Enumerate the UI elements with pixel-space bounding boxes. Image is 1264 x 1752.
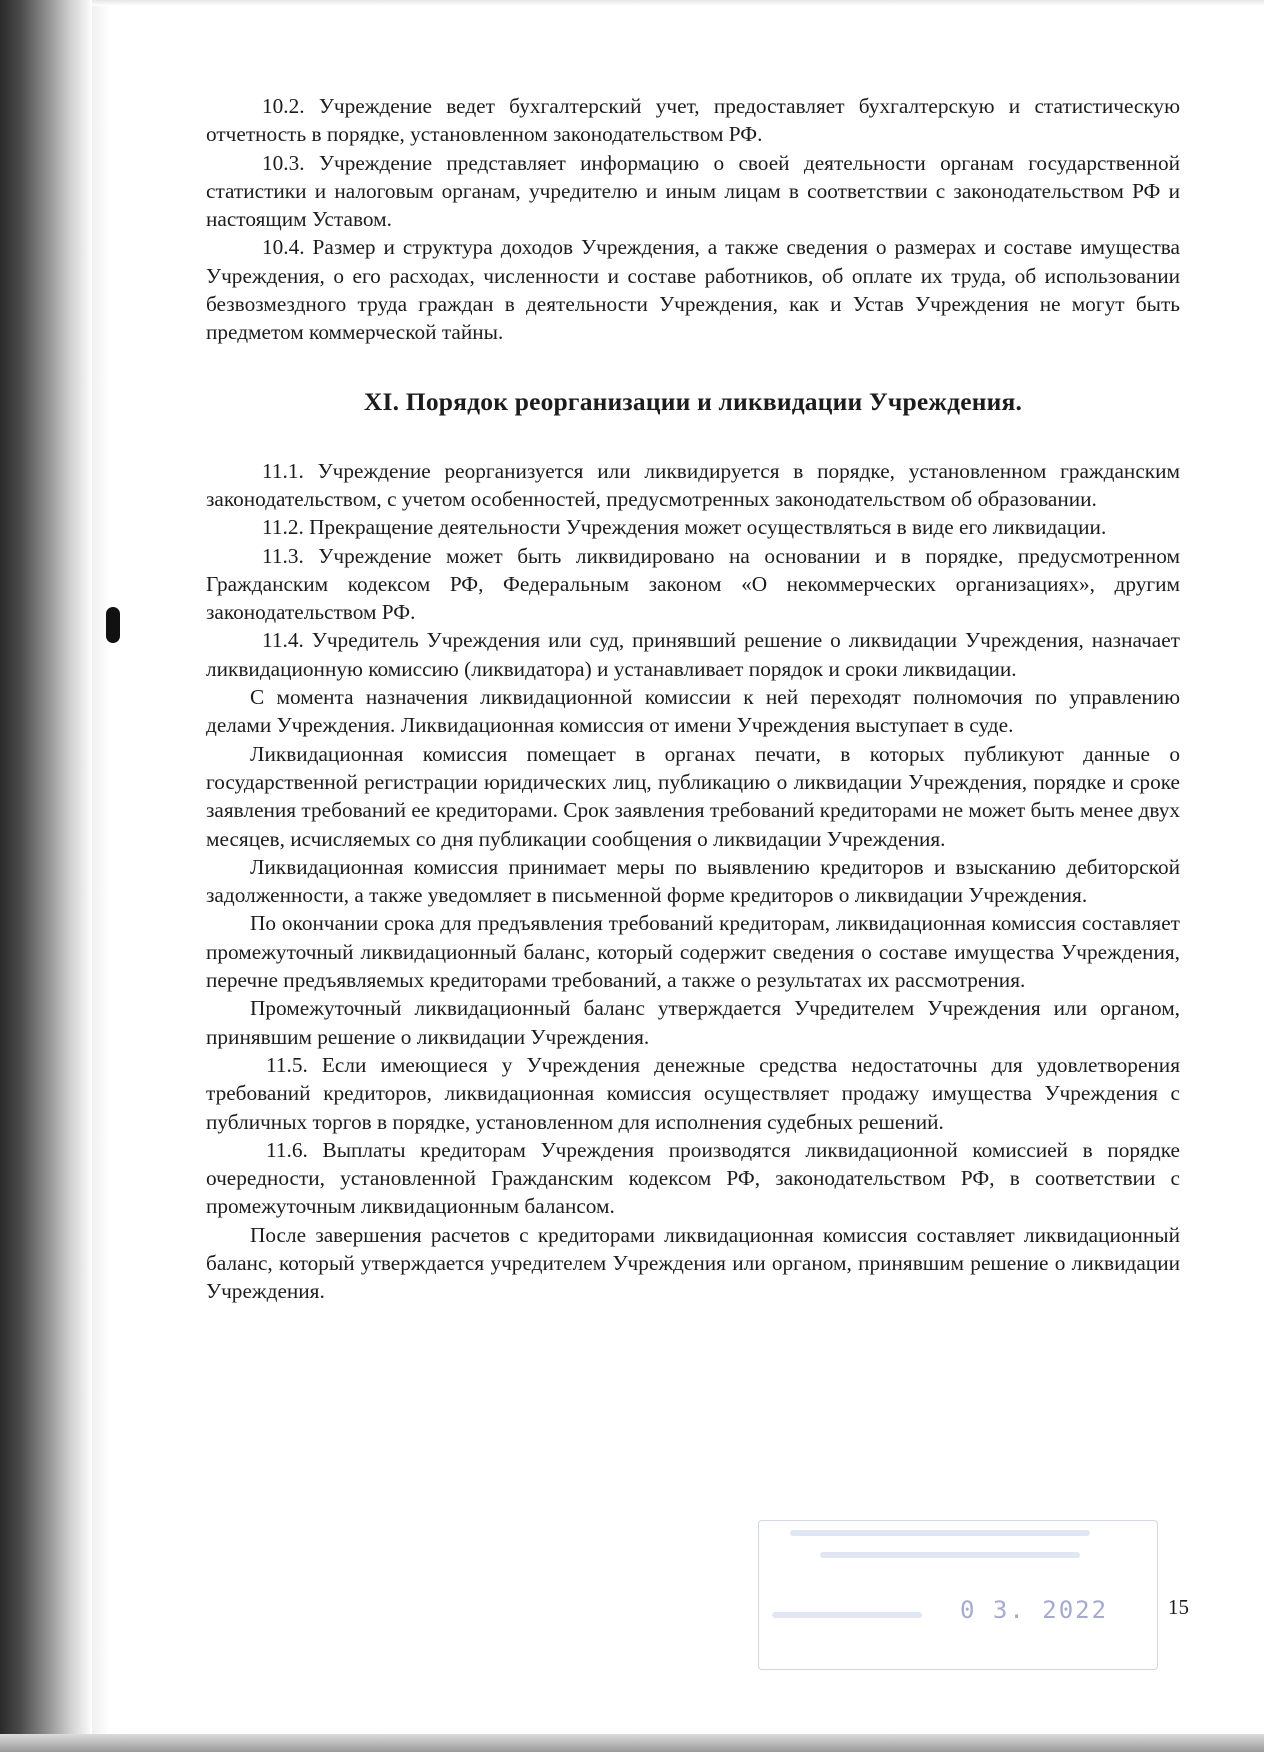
stamp-date: 0 3. 2022 — [960, 1596, 1109, 1624]
stamp-text-line — [790, 1530, 1090, 1536]
punch-hole — [106, 607, 120, 643]
scan-bottom-edge — [0, 1734, 1264, 1752]
registration-stamp — [758, 1520, 1158, 1670]
paragraph-11-5: 11.5. Если имеющиеся у Учреждения денежные средства недостаточны для удовлетворения требований кредиторов, ликвидационная комиссия осуществляет продажу имущества Учреждения с публичных торгов в порядке, установленном для исполнения судебных решений. — [206, 1052, 1180, 1134]
section-heading: XI. Порядок реорганизации и ликвидации Учреждения. — [363, 386, 1023, 416]
paragraph-11-1: 11.1. Учреждение реорганизуется или ликвидируется в порядке, установленном гражданским законодательством, с учетом особенностей, предусмотренных законодательством об образовании. — [206, 458, 1180, 511]
scan-binding-edge — [0, 0, 92, 1752]
paragraph-interim-approval: Промежуточный ликвидационный баланс утверждается Учредителем Учреждения или органом, принявшим решение о ликвидации Учреждения. — [206, 996, 1180, 1049]
paragraph-11-6: 11.6. Выплаты кредиторам Учреждения производятся ликвидационной комиссией в порядке очередности, установленной Гражданским кодексом РФ, законодательством РФ, в соответствии с промежуточным ликвидационным балансом. — [206, 1137, 1180, 1219]
paragraph-10-4: 10.4. Размер и структура доходов Учреждения, а также сведения о размерах и составе имущества Учреждения, о его расходах, численности и составе работников, об оплате их труда, об использовании безвозмездного труда граждан в деятельности Учреждения, как и Устав Учреждения не могут быть предметом коммерческой тайны. — [206, 235, 1180, 345]
page-number: 15 — [1168, 1595, 1189, 1619]
paragraph-11-2: 11.2. Прекращение деятельности Учреждения может осуществляться в виде его ликвидации. — [262, 515, 1107, 540]
scan-top-shade — [92, 0, 1264, 6]
paragraph-creditors: Ликвидационная комиссия принимает меры по выявлению кредиторов и взысканию дебиторской задолженности, а также уведомляет в письменной форме кредиторов о ликвидации Учреждения. — [206, 854, 1180, 908]
paragraph-11-4: 11.4. Учредитель Учреждения или суд, принявший решение о ликвидации Учреждения, назначает ликвидационную комиссию (ликвидатора) и устанавливает порядок и сроки ликвидации. — [206, 628, 1180, 681]
paragraph-10-2: 10.2. Учреждение ведет бухгалтерский учет, предоставляет бухгалтерскую и статистическую отчетность в порядке, установленном законодательством РФ. — [206, 94, 1180, 147]
paragraph-commission-powers: С момента назначения ликвидационной комиссии к ней переходят полномочия по управлению делами Учреждения. Ликвидационная комиссия от имени Учреждения выступает в суде. — [206, 685, 1180, 738]
paragraph-11-3: 11.3. Учреждение может быть ликвидировано на основании и в порядке, предусмотренном Гражданским кодексом РФ, Федеральным законом «О некоммерческих организациях», другим законодательством РФ. — [206, 543, 1180, 625]
paragraph-interim-balance: По окончании срока для предъявления требований кредиторам, ликвидационная комиссия составляет промежуточный ликвидационный баланс, который содержит сведения о составе имущества Учреждения, перечне предъявляемых кредиторами требований, а также о результатах их рассмотрения. — [206, 911, 1180, 993]
paragraph-10-3: 10.3. Учреждение представляет информацию о своей деятельности органам государственной статистики и налоговым органам, учредителю и иным лицам в соответствии с законодательством РФ и настоящим Уставом. — [206, 150, 1180, 232]
document-body — [206, 92, 1180, 1306]
stamp-text-line — [772, 1612, 922, 1618]
paragraph-publication: Ликвидационная комиссия помещает в органах печати, в которых публикуют данные о государственной регистрации юридических лиц, публикацию о ликвидации Учреждения, порядке и сроке заявления требований ее кредиторами. Срок заявления требований кредиторами не может быть менее двух месяцев, исчисляемых со дня публикации сообщения о ликвидации Учреждения. — [206, 741, 1180, 851]
paragraph-final-balance: После завершения расчетов с кредиторами ликвидационная комиссия составляет ликвидационный баланс, который утверждается учредителем Учреждения или органом, принявшим решение о ликвидации Учреждения. — [206, 1222, 1180, 1304]
scan-edge-shadow — [92, 0, 110, 1752]
stamp-text-line — [820, 1552, 1080, 1558]
